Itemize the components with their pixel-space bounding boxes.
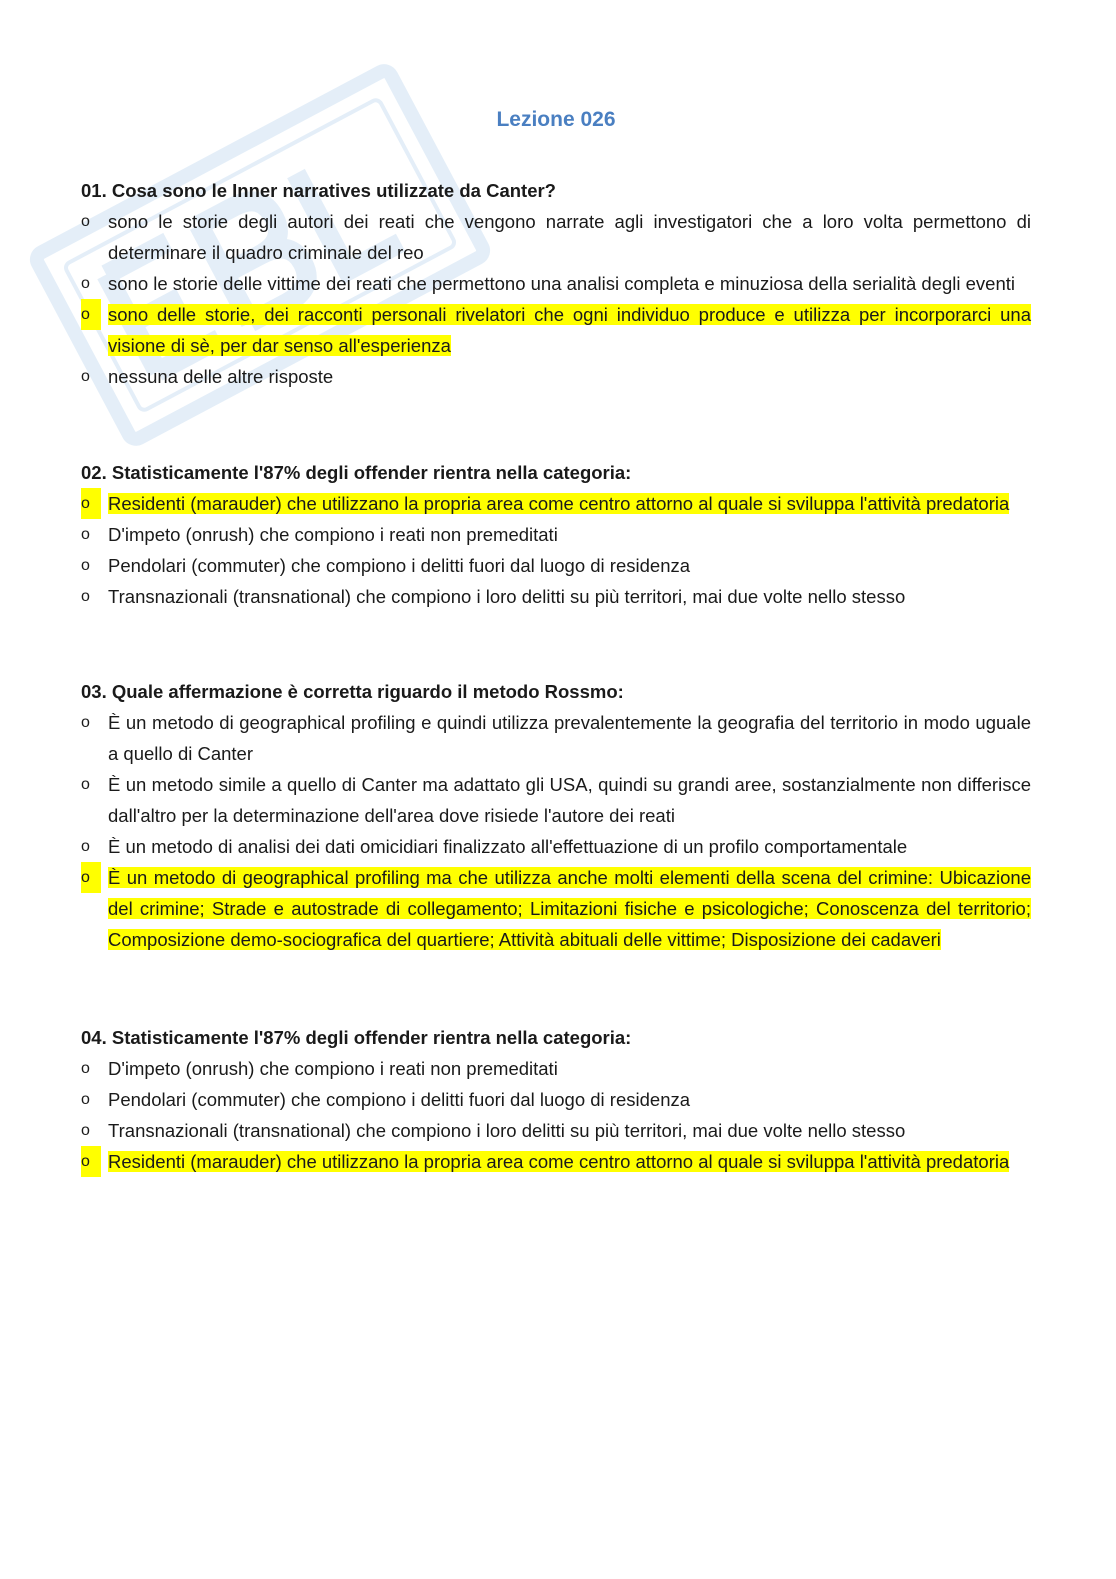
option-text: sono le storie delle vittime dei reati che permettono una analisi completa e minuziosa della serialità degli eventi [108,273,1015,294]
bullet-icon: o [81,488,101,519]
correct-answer-option [81,1146,1031,1177]
option-text: D'impeto (onrush) che compiono i reati non premeditati [108,524,558,545]
answer-option [81,1084,1031,1115]
question-heading [81,1022,1031,1053]
bullet-icon: o [81,862,101,893]
answer-option [81,206,1031,268]
bullet-icon: o [81,368,90,385]
option-text: È un metodo di geographical profiling e quindi utilizza prevalentemente la geografia del territorio in modo uguale a quello di Canter [108,712,1031,764]
question-01 [81,175,1031,392]
bullet-icon: o [81,275,90,292]
question-number: 02. [81,462,107,483]
answer-option [81,1115,1031,1146]
answer-option [81,550,1031,581]
question-text: Quale affermazione è corretta riguardo il metodo Rossmo: [111,681,624,702]
question-number: 03. [81,681,107,702]
page-title: Lezione 026 [496,108,616,131]
bullet-icon: o [81,299,101,330]
option-text: nessuna delle altre risposte [108,366,334,387]
question-heading [81,457,1031,488]
option-text: Residenti (marauder) che utilizzano la propria area come centro attorno al quale si sviluppa l'attività predatoria [108,493,1010,514]
bullet-icon: o [81,1146,101,1177]
question-03 [81,676,1031,955]
bullet-icon: o [81,838,90,855]
answer-option [81,519,1031,550]
option-text: Transnazionali (transnational) che compiono i loro delitti su più territori, mai due volte nello stesso [108,1120,906,1141]
option-text: Pendolari (commuter) che compiono i delitti fuori dal luogo di residenza [108,555,691,576]
question-text: Statisticamente l'87% degli offender rientra nella categoria: [111,462,632,483]
option-text: Transnazionali (transnational) che compiono i loro delitti su più territori, mai due volte nello stesso [108,586,906,607]
bullet-icon: o [81,557,90,574]
question-number: 01. [81,180,107,201]
answer-option [81,1053,1031,1084]
bullet-icon: o [81,1122,90,1139]
correct-answer-option [81,488,1031,519]
option-text: È un metodo di analisi dei dati omicidiari finalizzato all'effettuazione di un profilo comportamentale [108,836,908,857]
bullet-icon: o [81,776,90,793]
answer-option [81,361,1031,392]
question-number: 04. [81,1027,107,1048]
option-text: D'impeto (onrush) che compiono i reati non premeditati [108,1058,558,1079]
answer-option [81,707,1031,769]
bullet-icon: o [81,526,90,543]
option-text: sono le storie degli autori dei reati che vengono narrate agli investigatori che a loro volta permettono di determinare il quadro criminale del reo [108,211,1031,263]
question-heading [81,676,1031,707]
bullet-icon: o [81,1060,90,1077]
answer-option [81,769,1031,831]
option-text: sono delle storie, dei racconti personali rivelatori che ogni individuo produce e utilizza per incorporarci una visione di sè, per dar senso all'esperienza [108,304,1031,356]
question-text: Statisticamente l'87% degli offender rientra nella categoria: [111,1027,632,1048]
bullet-icon: o [81,714,90,731]
bullet-icon: o [81,588,90,605]
question-02 [81,457,1031,612]
question-text: Cosa sono le Inner narratives utilizzate da Canter? [111,180,556,201]
question-04 [81,1022,1031,1177]
option-text: È un metodo di geographical profiling ma che utilizza anche molti elementi della scena del crimine: Ubicazione del crimine; Strade e autostrade di collegamento; Limitazioni fisiche e psicologiche; Conoscenza del territorio; Composizione demo-sociografica del quartiere; Attività abituali delle vittime; Disposizione dei cadaveri [108,867,1031,950]
option-text: Residenti (marauder) che utilizzano la propria area come centro attorno al quale si sviluppa l'attività predatoria [108,1151,1010,1172]
answer-option [81,268,1031,299]
question-heading [81,175,1031,206]
correct-answer-option [81,862,1031,955]
option-text: Pendolari (commuter) che compiono i delitti fuori dal luogo di residenza [108,1089,691,1110]
option-text: È un metodo simile a quello di Canter ma adattato gli USA, quindi su grandi aree, sostanzialmente non differisce dall'altro per la determinazione dell'area dove risiede l'autore dei reati [108,774,1031,826]
answer-option [81,831,1031,862]
bullet-icon: o [81,1091,90,1108]
correct-answer-option [81,299,1031,361]
answer-option [81,581,1031,612]
bullet-icon: o [81,213,90,230]
